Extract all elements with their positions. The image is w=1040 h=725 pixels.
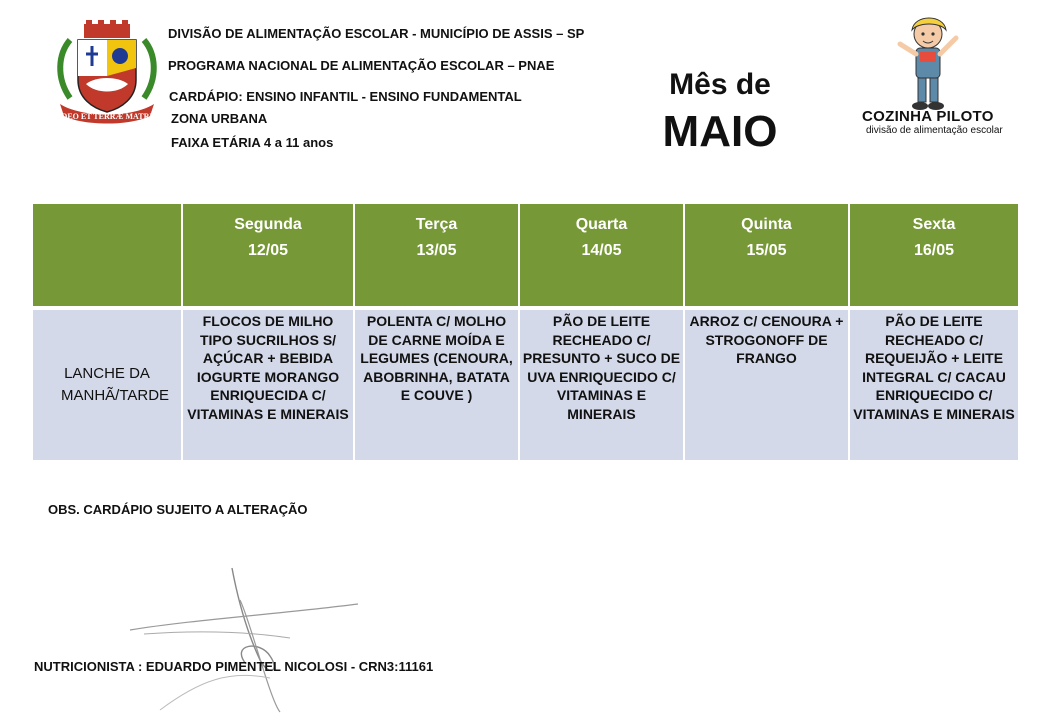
header-corner-cell — [33, 204, 183, 310]
meal-cell: PÃO DE LEITE RECHEADO C/ PRESUNTO + SUCO DE UVA ENRIQUECIDO C/ VITAMINAS E MINERAIS — [520, 310, 685, 460]
header-line-4: ZONA URBANA — [171, 111, 268, 126]
header-line-2: PROGRAMA NACIONAL DE ALIMENTAÇÃO ESCOLAR – PNAE — [168, 58, 555, 73]
menu-table — [33, 204, 1018, 460]
day-name: Sexta — [912, 216, 956, 233]
day-header — [355, 204, 520, 310]
crest-motto: DEO ET TERRÆ MATRI — [61, 112, 153, 121]
signature — [120, 560, 420, 720]
month-prefix: Mês de — [669, 68, 771, 101]
municipal-crest — [52, 18, 162, 128]
header-line-5: FAIXA ETÁRIA 4 a 11 anos — [171, 135, 334, 150]
day-date: 13/05 — [416, 242, 457, 259]
logo-subtitle: divisão de alimentação escolar — [866, 125, 1003, 136]
table-row — [33, 310, 1018, 460]
row-label: LANCHE DA MANHÃ/TARDE — [33, 310, 183, 460]
header-line-3: CARDÁPIO: ENSINO INFANTIL - ENSINO FUNDAMENTAL — [169, 89, 522, 104]
logo-title: COZINHA PILOTO — [862, 108, 994, 125]
meal-cell: POLENTA C/ MOLHO DE CARNE MOÍDA E LEGUMES (CENOURA, ABOBRINHA, BATATA E COUVE ) — [355, 310, 520, 460]
table-header-row — [33, 204, 1018, 310]
nutritionist-signature-line: NUTRICIONISTA : EDUARDO PIMENTEL NICOLOSI - CRN3:11161 — [34, 659, 434, 674]
day-header — [850, 204, 1018, 310]
meal-cell: PÃO DE LEITE RECHEADO C/ REQUEIJÃO + LEITE INTEGRAL C/ CACAU ENRIQUECIDO C/ VITAMINAS E MINERAIS — [850, 310, 1018, 460]
day-date: 14/05 — [581, 242, 622, 259]
meal-cell: FLOCOS DE MILHO TIPO SUCRILHOS S/ AÇÚCAR + BEBIDA IOGURTE MORANGO ENRIQUECIDA C/ VITAMINAS E MINERAIS — [183, 310, 355, 460]
day-header — [520, 204, 685, 310]
day-header — [183, 204, 355, 310]
day-date: 15/05 — [746, 242, 787, 259]
month-name: MAIO — [662, 107, 778, 156]
month-title — [640, 68, 800, 158]
day-date: 12/05 — [247, 242, 289, 259]
header-line-1: DIVISÃO DE ALIMENTAÇÃO ESCOLAR - MUNICÍPIO DE ASSIS – SP — [168, 26, 585, 41]
day-date: 16/05 — [913, 242, 955, 259]
day-name: Segunda — [234, 216, 302, 233]
day-name: Quarta — [575, 216, 628, 233]
meal-cell: ARROZ C/ CENOURA + STROGONOFF DE FRANGO — [685, 310, 850, 460]
day-name: Quinta — [741, 216, 792, 233]
observation-note: OBS. CARDÁPIO SUJEITO A ALTERAÇÃO — [48, 502, 308, 517]
day-name: Terça — [415, 216, 458, 233]
day-header — [685, 204, 850, 310]
